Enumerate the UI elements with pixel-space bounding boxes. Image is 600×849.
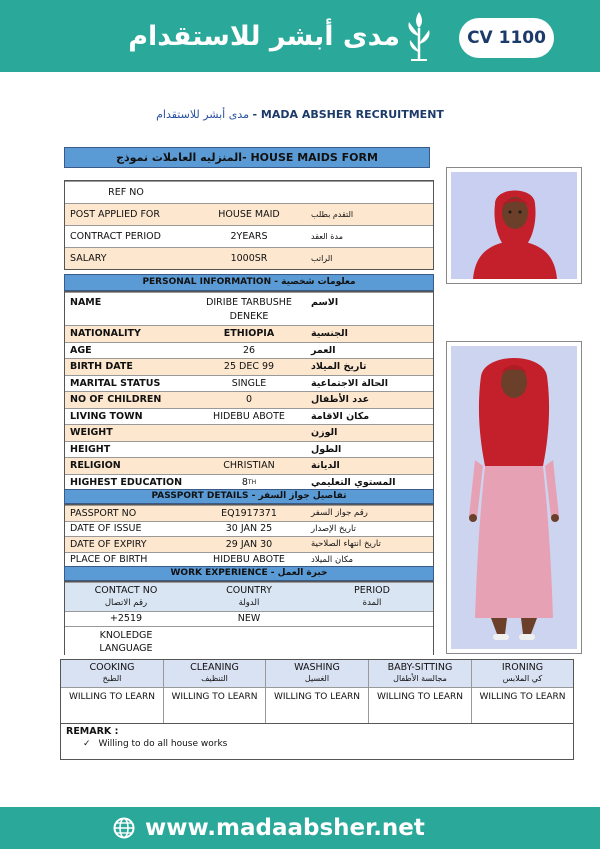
passport-no-arabic: رقم جواز السفر [311, 508, 368, 519]
children-value: 0 [245, 394, 253, 406]
name-value-line1: DIRIBE TARBUSHE [206, 297, 292, 309]
table-row [65, 457, 433, 474]
birth-label: BIRTH DATE [70, 361, 133, 373]
skill-name: COOKING [89, 662, 135, 673]
skill-name-arabic: مجالسة الأطفال [393, 674, 447, 683]
children-arabic: عدد الأطفال [311, 394, 370, 406]
remark-text: Willing to do all house works [98, 739, 228, 749]
passport-no-value: EQ1917371 [221, 507, 277, 519]
website-link[interactable]: www.madaabsher.net [145, 815, 425, 841]
religion-label: RELIGION [70, 460, 121, 472]
table-row [65, 424, 433, 441]
remark-label: REMARK : [66, 726, 119, 737]
skill-name-arabic: الطبخ [102, 674, 122, 683]
salary-value: 1000SR [230, 252, 268, 264]
remark-item [83, 739, 227, 749]
name-label: NAME [70, 297, 102, 309]
table-row [65, 582, 433, 611]
town-arabic: مكان الاقامة [311, 410, 370, 422]
passport-no-label: PASSPORT NO [70, 507, 137, 519]
header-bar [0, 0, 600, 72]
marital-label: MARITAL STATUS [70, 377, 161, 389]
issue-arabic: تاريخ الإصدار [311, 523, 356, 534]
table-row [65, 505, 433, 521]
contact-header-arabic: رقم الاتصال [104, 598, 148, 609]
contact-value: +2519 [109, 613, 143, 625]
contract-value: 2YEARS [230, 230, 268, 242]
education-arabic: المستوي التعليمي [311, 476, 396, 488]
work-table [64, 581, 434, 655]
country-value: NEW [237, 613, 261, 625]
table-row [65, 536, 433, 552]
table-row [65, 391, 433, 408]
issue-value: 30 JAN 25 [225, 523, 273, 535]
table-row [65, 375, 433, 392]
skill-name: WASHING [294, 662, 340, 673]
language-label-line1: KNOLEDGE [99, 629, 153, 641]
table-row [65, 325, 433, 342]
form-title: المنزليه العاملات نموذج- HOUSE MAIDS FORM [64, 147, 430, 168]
skill-name-arabic: التنظيف [201, 674, 228, 683]
table-row [65, 441, 433, 458]
skill-name-arabic: الغسيل [304, 674, 330, 683]
full-body-photo [451, 346, 577, 649]
expiry-label: DATE OF EXPIRY [70, 538, 147, 550]
age-label: AGE [70, 344, 92, 356]
skill-name-arabic: كي الملابس [502, 674, 543, 683]
skill-header [369, 660, 471, 688]
passport-section-title: PASSPORT DETAILS - تفاصيل جواز السفر [64, 489, 434, 504]
work-section-title: WORK EXPERIENCE - خبرة العمل [64, 566, 434, 581]
contract-arabic: مدة العقد [311, 231, 343, 241]
footer-bar [0, 807, 600, 849]
issue-label: DATE OF ISSUE [70, 523, 142, 535]
skill-value: WILLING TO LEARN [273, 692, 361, 702]
company-subtitle [0, 108, 600, 121]
table-row [65, 474, 433, 491]
contact-header: CONTACT NO [94, 584, 158, 596]
weight-label: WEIGHT [70, 427, 113, 439]
table-row [65, 611, 433, 626]
height-value [187, 442, 311, 458]
height-arabic: الطول [311, 443, 342, 455]
passport-table [64, 504, 434, 566]
birth-value: 25 DEC 99 [223, 361, 275, 373]
expiry-value: 29 JAN 30 [225, 538, 273, 550]
weight-value [187, 425, 311, 441]
skills-table [60, 659, 574, 724]
age-arabic: العمر [311, 344, 336, 356]
job-table [64, 180, 434, 270]
post-label: POST APPLIED FOR [70, 208, 160, 220]
table-row [65, 552, 433, 568]
height-label: HEIGHT [70, 443, 111, 455]
education-suffix: TH [247, 478, 257, 486]
subtitle-english: - MADA ABSHER RECRUITMENT [252, 108, 444, 121]
skill-value: WILLING TO LEARN [171, 692, 258, 702]
birth-arabic: تاريخ الميلاد [311, 361, 367, 373]
full-body-photo-frame [446, 341, 582, 654]
name-arabic: الاسم [311, 297, 339, 309]
nationality-value: ETHIOPIA [223, 328, 275, 340]
skill-column-washing [265, 660, 368, 723]
education-number: 8 [241, 476, 248, 488]
education-value [187, 475, 311, 491]
skill-name: IRONING [501, 662, 544, 673]
age-value: 26 [242, 344, 256, 356]
skill-header [164, 660, 265, 688]
table-row [65, 225, 433, 247]
subtitle-arabic: مدى أبشر للاستقدام [156, 108, 250, 121]
religion-arabic: الديانة [311, 460, 340, 472]
period-header: PERIOD [354, 584, 390, 596]
skill-header [266, 660, 368, 688]
post-arabic: التقدم بطلب [311, 209, 354, 219]
salary-arabic: الراتب [311, 253, 333, 263]
post-value: HOUSE MAID [218, 208, 280, 220]
brand-name: مدى أبشر للاستقدام [128, 21, 400, 52]
skill-column-ironing [471, 660, 573, 723]
country-header: COUNTRY [226, 584, 272, 596]
skill-name: CLEANING [190, 662, 239, 673]
place-label: PLACE OF BIRTH [70, 554, 148, 566]
cv-number-badge: CV 1100 [459, 18, 554, 58]
period-header-arabic: المدة [362, 598, 382, 609]
personal-table [64, 291, 434, 489]
weight-arabic: الوزن [311, 427, 338, 439]
country-header-arabic: الدولة [238, 598, 260, 609]
skill-column-cooking [61, 660, 163, 723]
table-row [65, 292, 433, 325]
children-label: NO OF CHILDREN [70, 394, 162, 406]
portrait-photo-frame [446, 167, 582, 284]
table-row [65, 181, 433, 203]
education-label: HIGHEST EDUCATION [70, 476, 183, 488]
personal-section-title: PERSONAL INFORMATION - معلومات شخصية [64, 274, 434, 291]
skill-name: BABY-SITTING [387, 662, 453, 673]
table-row [65, 408, 433, 425]
table-row [65, 247, 433, 269]
place-value: HIDEBU ABOTE [213, 554, 285, 566]
logo-icon [397, 8, 441, 64]
language-label-line2: LANGUAGE [99, 642, 153, 654]
skill-value: WILLING TO LEARN [68, 692, 156, 702]
skill-value: WILLING TO LEARN [376, 692, 464, 702]
check-icon: ✓ [83, 739, 91, 749]
skill-value: WILLING TO LEARN [479, 692, 566, 702]
table-row [65, 358, 433, 375]
contract-label: CONTRACT PERIOD [70, 230, 161, 242]
religion-value: CHRISTIAN [223, 460, 275, 472]
skill-column-cleaning [163, 660, 265, 723]
remark-box [60, 724, 574, 760]
town-label: LIVING TOWN [70, 410, 143, 422]
globe-icon [113, 817, 135, 839]
portrait-photo [451, 172, 577, 279]
table-row [65, 203, 433, 225]
expiry-arabic: تاريخ انتهاء الصلاحية [311, 539, 381, 550]
skill-column-baby-sitting [368, 660, 471, 723]
table-row [65, 626, 433, 656]
marital-value: SINGLE [231, 377, 267, 389]
table-row [65, 521, 433, 537]
skill-header [472, 660, 573, 688]
marital-arabic: الحالة الاجتماعية [311, 377, 388, 389]
name-value-line2: DENEKE [229, 311, 269, 323]
nationality-arabic: الجنسية [311, 328, 348, 340]
place-arabic: مكان الميلاد [311, 554, 354, 565]
town-value: HIDEBU ABOTE [213, 410, 285, 422]
ref-label: REF NO [108, 186, 144, 198]
skill-header [61, 660, 163, 688]
salary-label: SALARY [70, 252, 107, 264]
table-row [65, 342, 433, 359]
nationality-label: NATIONALITY [70, 328, 141, 340]
